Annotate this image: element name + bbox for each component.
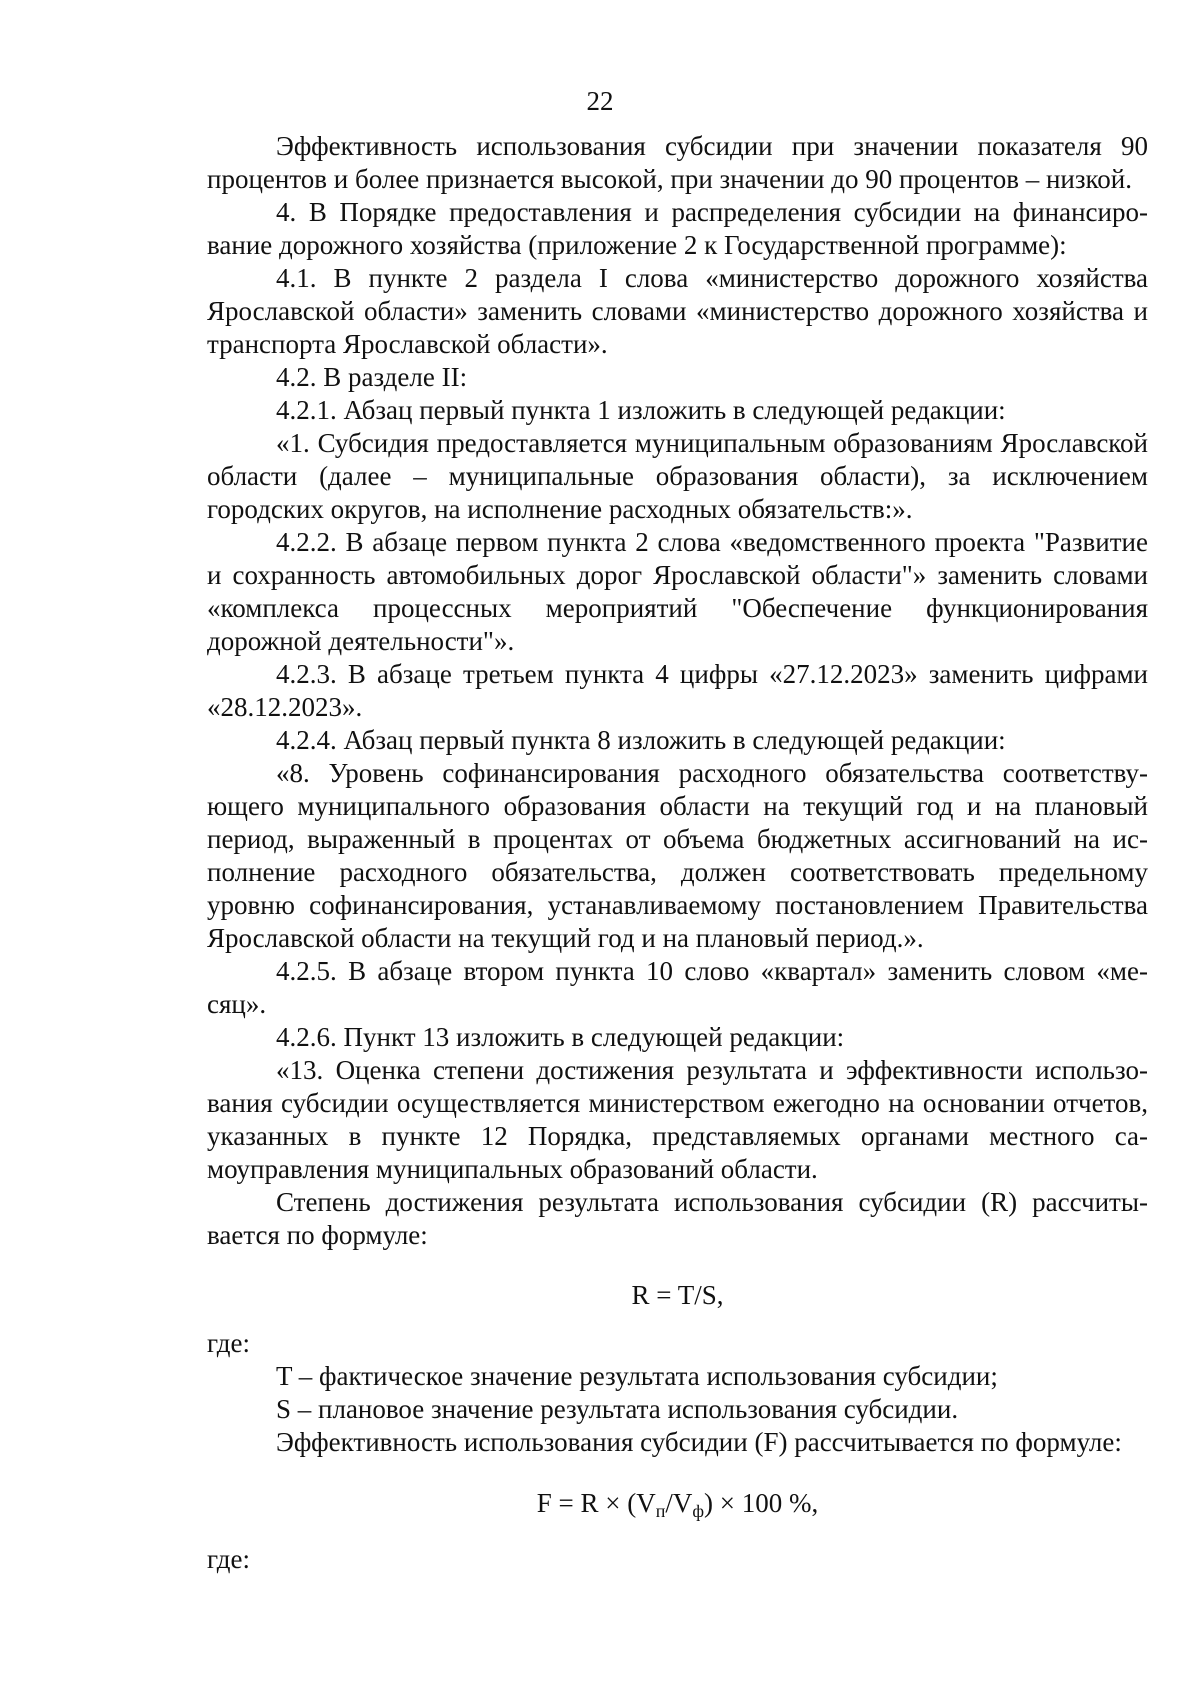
paragraph: Эффективность использования субсидии при значении показателя 90 процентов и более признается высокой, при значении до 90 процентов – низкой. — [207, 131, 1148, 194]
formula-f-prefix: F = R × (V — [536, 1488, 656, 1518]
paragraph: 4.2.2. В абзаце первом пункта 2 слова «ведомственного проекта "Развитие и сохранность автомобильных дорог Ярославской области"» заменить словами «комплекса процессных мероприятий "Обеспечение функционирования дорожной деятельности"». — [207, 527, 1148, 656]
paragraph: 4.2.6. Пункт 13 изложить в следующей редакции: — [276, 1022, 845, 1052]
paragraph: «1. Субсидия предоставляется муниципальным образованиям Ярославской области (далее – муниципальные образования области), за исключением городских округов, на исполнение расходных обязательств:». — [207, 428, 1148, 524]
formula-f — [207, 1487, 1148, 1528]
formula-f-subscript-planned: п — [655, 1501, 666, 1521]
paragraph: 4.2.5. В абзаце втором пункта 10 слово «квартал» заменить словом «месяц». — [207, 956, 1148, 1019]
paragraph: S – плановое значение результата использования субсидии. — [276, 1394, 959, 1424]
paragraph: 4.2.3. В абзаце третьем пункта 4 цифры «27.12.2023» заменить цифрами «28.12.2023». — [207, 659, 1148, 722]
paragraph: «13. Оценка степени достижения результата и эффективности использования субсидии осуществляется министерством ежегодно на основании отчетов, указанных в пункте 12 Порядка, представляемых органами местного самоуправления муниципальных образований области. — [207, 1055, 1148, 1184]
where-label: где: — [207, 1544, 250, 1574]
paragraph: T – фактическое значение результата использования субсидии; — [276, 1361, 998, 1391]
page-number: 22 — [586, 86, 614, 116]
paragraph: 4.2.4. Абзац первый пункта 8 изложить в следующей редакции: — [276, 725, 1006, 755]
formula-f-suffix: ) × 100 %, — [704, 1488, 819, 1518]
paragraph: «8. Уровень софинансирования расходного обязательства соответствующего муниципального образования области на текущий год и на плановый период, выраженный в процентах от объема бюджетных ассигнований на исполнение расходного обязательства, должен соответствовать предельному уровню софинансирования, устанавливаемому постановлением Правительства Ярославской области на текущий год и на плановый период.». — [207, 758, 1148, 953]
formula-f-middle: /V — [665, 1488, 693, 1518]
formula-r: R = T/S, — [631, 1280, 724, 1310]
paragraph: Степень достижения результата использования субсидии (R) рассчитывается по формуле: — [207, 1187, 1148, 1250]
paragraph: 4.2. В разделе II: — [276, 362, 468, 392]
formula-f-subscript-actual: ф — [692, 1501, 705, 1521]
where-label: где: — [207, 1328, 250, 1358]
paragraph: Эффективность использования субсидии (F) рассчитывается по формуле: — [276, 1427, 1122, 1457]
paragraph: 4.2.1. Абзац первый пункта 1 изложить в следующей редакции: — [276, 395, 1006, 425]
paragraph: 4. В Порядке предоставления и распределения субсидии на финансирование дорожного хозяйства (приложение 2 к Государственной программе): — [207, 197, 1148, 260]
document-body — [207, 130, 1148, 1576]
paragraph: 4.1. В пункте 2 раздела I слова «министерство дорожного хозяйства Ярославской области» заменить словами «министерство дорожного хозяйства и транспорта Ярославской области». — [207, 263, 1148, 359]
